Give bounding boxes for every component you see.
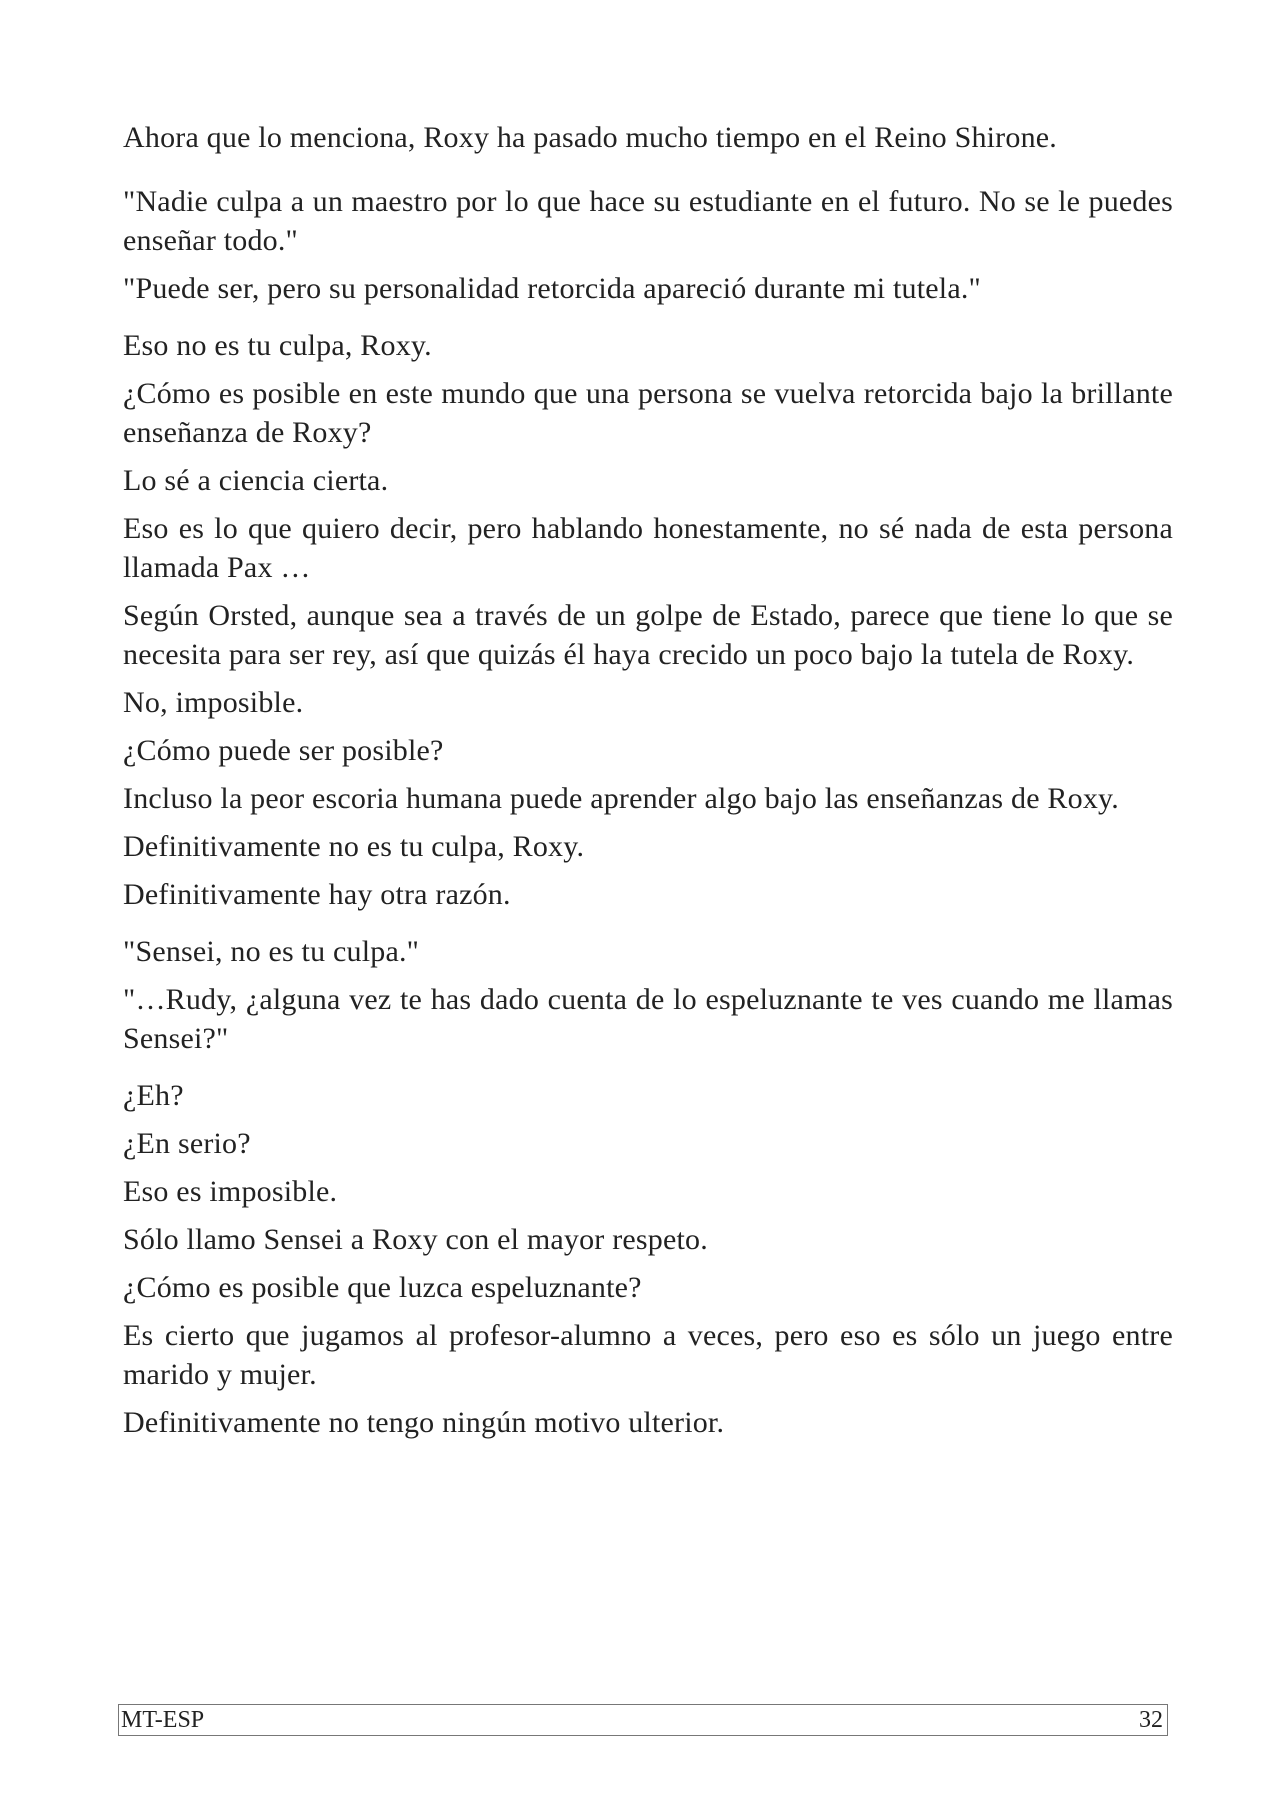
paragraph: "Sensei, no es tu culpa." [123,935,420,968]
paragraph: Es cierto que jugamos al profesor-alumno a veces, pero eso es sólo un juego entre marido y mujer. [123,1319,1173,1391]
paragraph: ¿Eh? [123,1079,184,1112]
paragraph: ¿Cómo es posible que luzca espeluznante? [123,1271,642,1304]
paragraph: "Nadie culpa a un maestro por lo que hace su estudiante en el futuro. No se le puedes enseñar todo." [123,185,1173,257]
paragraph: ¿Cómo puede ser posible? [123,734,444,767]
paragraph: Definitivamente no es tu culpa, Roxy. [123,830,585,863]
paragraph: Sólo llamo Sensei a Roxy con el mayor respeto. [123,1223,708,1256]
paragraph: Eso es imposible. [123,1175,338,1208]
paragraph: Ahora que lo menciona, Roxy ha pasado mucho tiempo en el Reino Shirone. [123,121,1057,154]
paragraph: "…Rudy, ¿alguna vez te has dado cuenta de lo espeluznante te ves cuando me llamas Sensei?" [123,983,1173,1055]
footer-label: MT-ESP [121,1707,205,1733]
paragraph: Eso no es tu culpa, Roxy. [123,329,432,362]
paragraph: Según Orsted, aunque sea a través de un golpe de Estado, parece que tiene lo que se necesita para ser rey, así que quizás él haya crecido un poco bajo la tutela de Roxy. [123,599,1173,671]
page-footer [118,1704,1168,1736]
page-number: 32 [1139,1707,1163,1733]
paragraph: Incluso la peor escoria humana puede aprender algo bajo las enseñanzas de Roxy. [123,782,1119,815]
paragraph: Lo sé a ciencia cierta. [123,464,389,497]
paragraph: ¿Cómo es posible en este mundo que una persona se vuelva retorcida bajo la brillante enseñanza de Roxy? [123,377,1173,449]
paragraph: ¿En serio? [123,1127,251,1160]
paragraph: "Puede ser, pero su personalidad retorcida apareció durante mi tutela." [123,272,981,305]
paragraph: Eso es lo que quiero decir, pero hablando honestamente, no sé nada de esta persona llamada Pax … [123,512,1173,584]
paragraph: No, imposible. [123,686,304,719]
page-body [123,118,1173,1442]
paragraph: Definitivamente hay otra razón. [123,878,511,911]
paragraph: Definitivamente no tengo ningún motivo ulterior. [123,1406,725,1439]
